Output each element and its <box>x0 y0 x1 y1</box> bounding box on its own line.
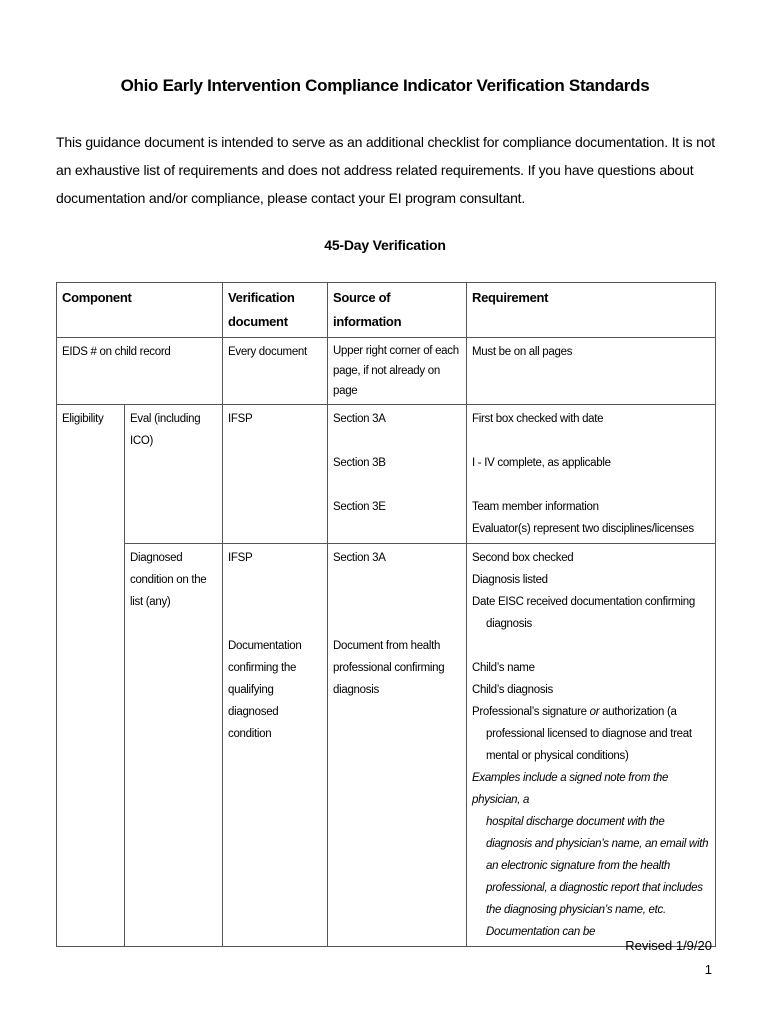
examples-cont: hospital discharge document with the diagnosis and physician’s name, an email with an electronic signature from the health professional, a diagnostic report that includes the diagnosing physician’s name, etc. Documentation can be <box>486 816 709 938</box>
header-requirement: Requirement <box>467 283 716 338</box>
cell-component: EIDS # on child record <box>57 338 223 405</box>
table-row <box>57 405 716 544</box>
req-3b: I - IV complete, as applicable <box>472 457 611 469</box>
cell-source <box>328 544 467 947</box>
revised-date: Revised 1/9/20 <box>625 938 712 953</box>
table-row <box>57 544 716 947</box>
source-3e: Section 3E <box>333 501 386 513</box>
cell-diagnosed: Diagnosed condition on the list (any) <box>125 544 223 947</box>
header-verification-document: Verification document <box>223 283 328 338</box>
req-childs-diagnosis: Child’s diagnosis <box>472 684 554 696</box>
table-header-row <box>57 283 716 338</box>
examples-first-line: Examples include a signed note from the physician, a <box>472 772 669 806</box>
cell-eval: Eval (including ICO) <box>125 405 223 544</box>
req-signature: Professional’s signature or authorization (a <box>472 706 677 718</box>
doc-ifsp: IFSP <box>228 552 253 564</box>
req-second-box: Second box checked <box>472 552 574 564</box>
source-health-professional: Document from health professional confirming diagnosis <box>333 640 445 696</box>
req-3e-1: Team member information <box>472 501 599 513</box>
source-3b: Section 3B <box>333 457 386 469</box>
cell-requirement <box>467 405 716 544</box>
cell-document <box>223 544 328 947</box>
header-component: Component <box>57 283 223 338</box>
source-section-3a: Section 3A <box>333 552 386 564</box>
req-diagnosis-listed: Diagnosis listed <box>472 574 548 586</box>
cell-document: Every document <box>223 338 328 405</box>
page-title: Ohio Early Intervention Compliance Indicator Verification Standards <box>120 76 650 95</box>
cell-source <box>328 405 467 544</box>
page-number: 1 <box>704 962 712 977</box>
table-row <box>57 338 716 405</box>
req-signature-cont: professional licensed to diagnose and treat mental or physical conditions) <box>486 728 692 762</box>
req-childs-name: Child’s name <box>472 662 535 674</box>
req-3a: First box checked with date <box>472 413 604 425</box>
doc-confirming: Documentation confirming the qualifying diagnosed condition <box>228 640 302 740</box>
verification-table <box>56 282 716 947</box>
cell-requirement: Must be on all pages <box>467 338 716 405</box>
req-date-received-cont: diagnosis <box>486 618 532 630</box>
header-source: Source of information <box>328 283 467 338</box>
cell-requirement <box>467 544 716 947</box>
req-date-received: Date EISC received documentation confirming <box>472 596 695 608</box>
intro-paragraph: This guidance document is intended to serve as an additional checklist for compliance documentation. It is not an exhaustive list of requirements and does not address related requirements. If you have questions about documentation and/or compliance, please contact your EI program consultant. <box>56 134 715 206</box>
cell-source: Upper right corner of each page, if not already on page <box>328 338 467 405</box>
source-3a: Section 3A <box>333 413 386 425</box>
section-heading: 45-Day Verification <box>324 237 446 253</box>
cell-document: IFSP <box>223 405 328 544</box>
cell-eligibility: Eligibility <box>57 405 125 947</box>
req-3e-2: Evaluator(s) represent two disciplines/licenses <box>472 523 694 535</box>
